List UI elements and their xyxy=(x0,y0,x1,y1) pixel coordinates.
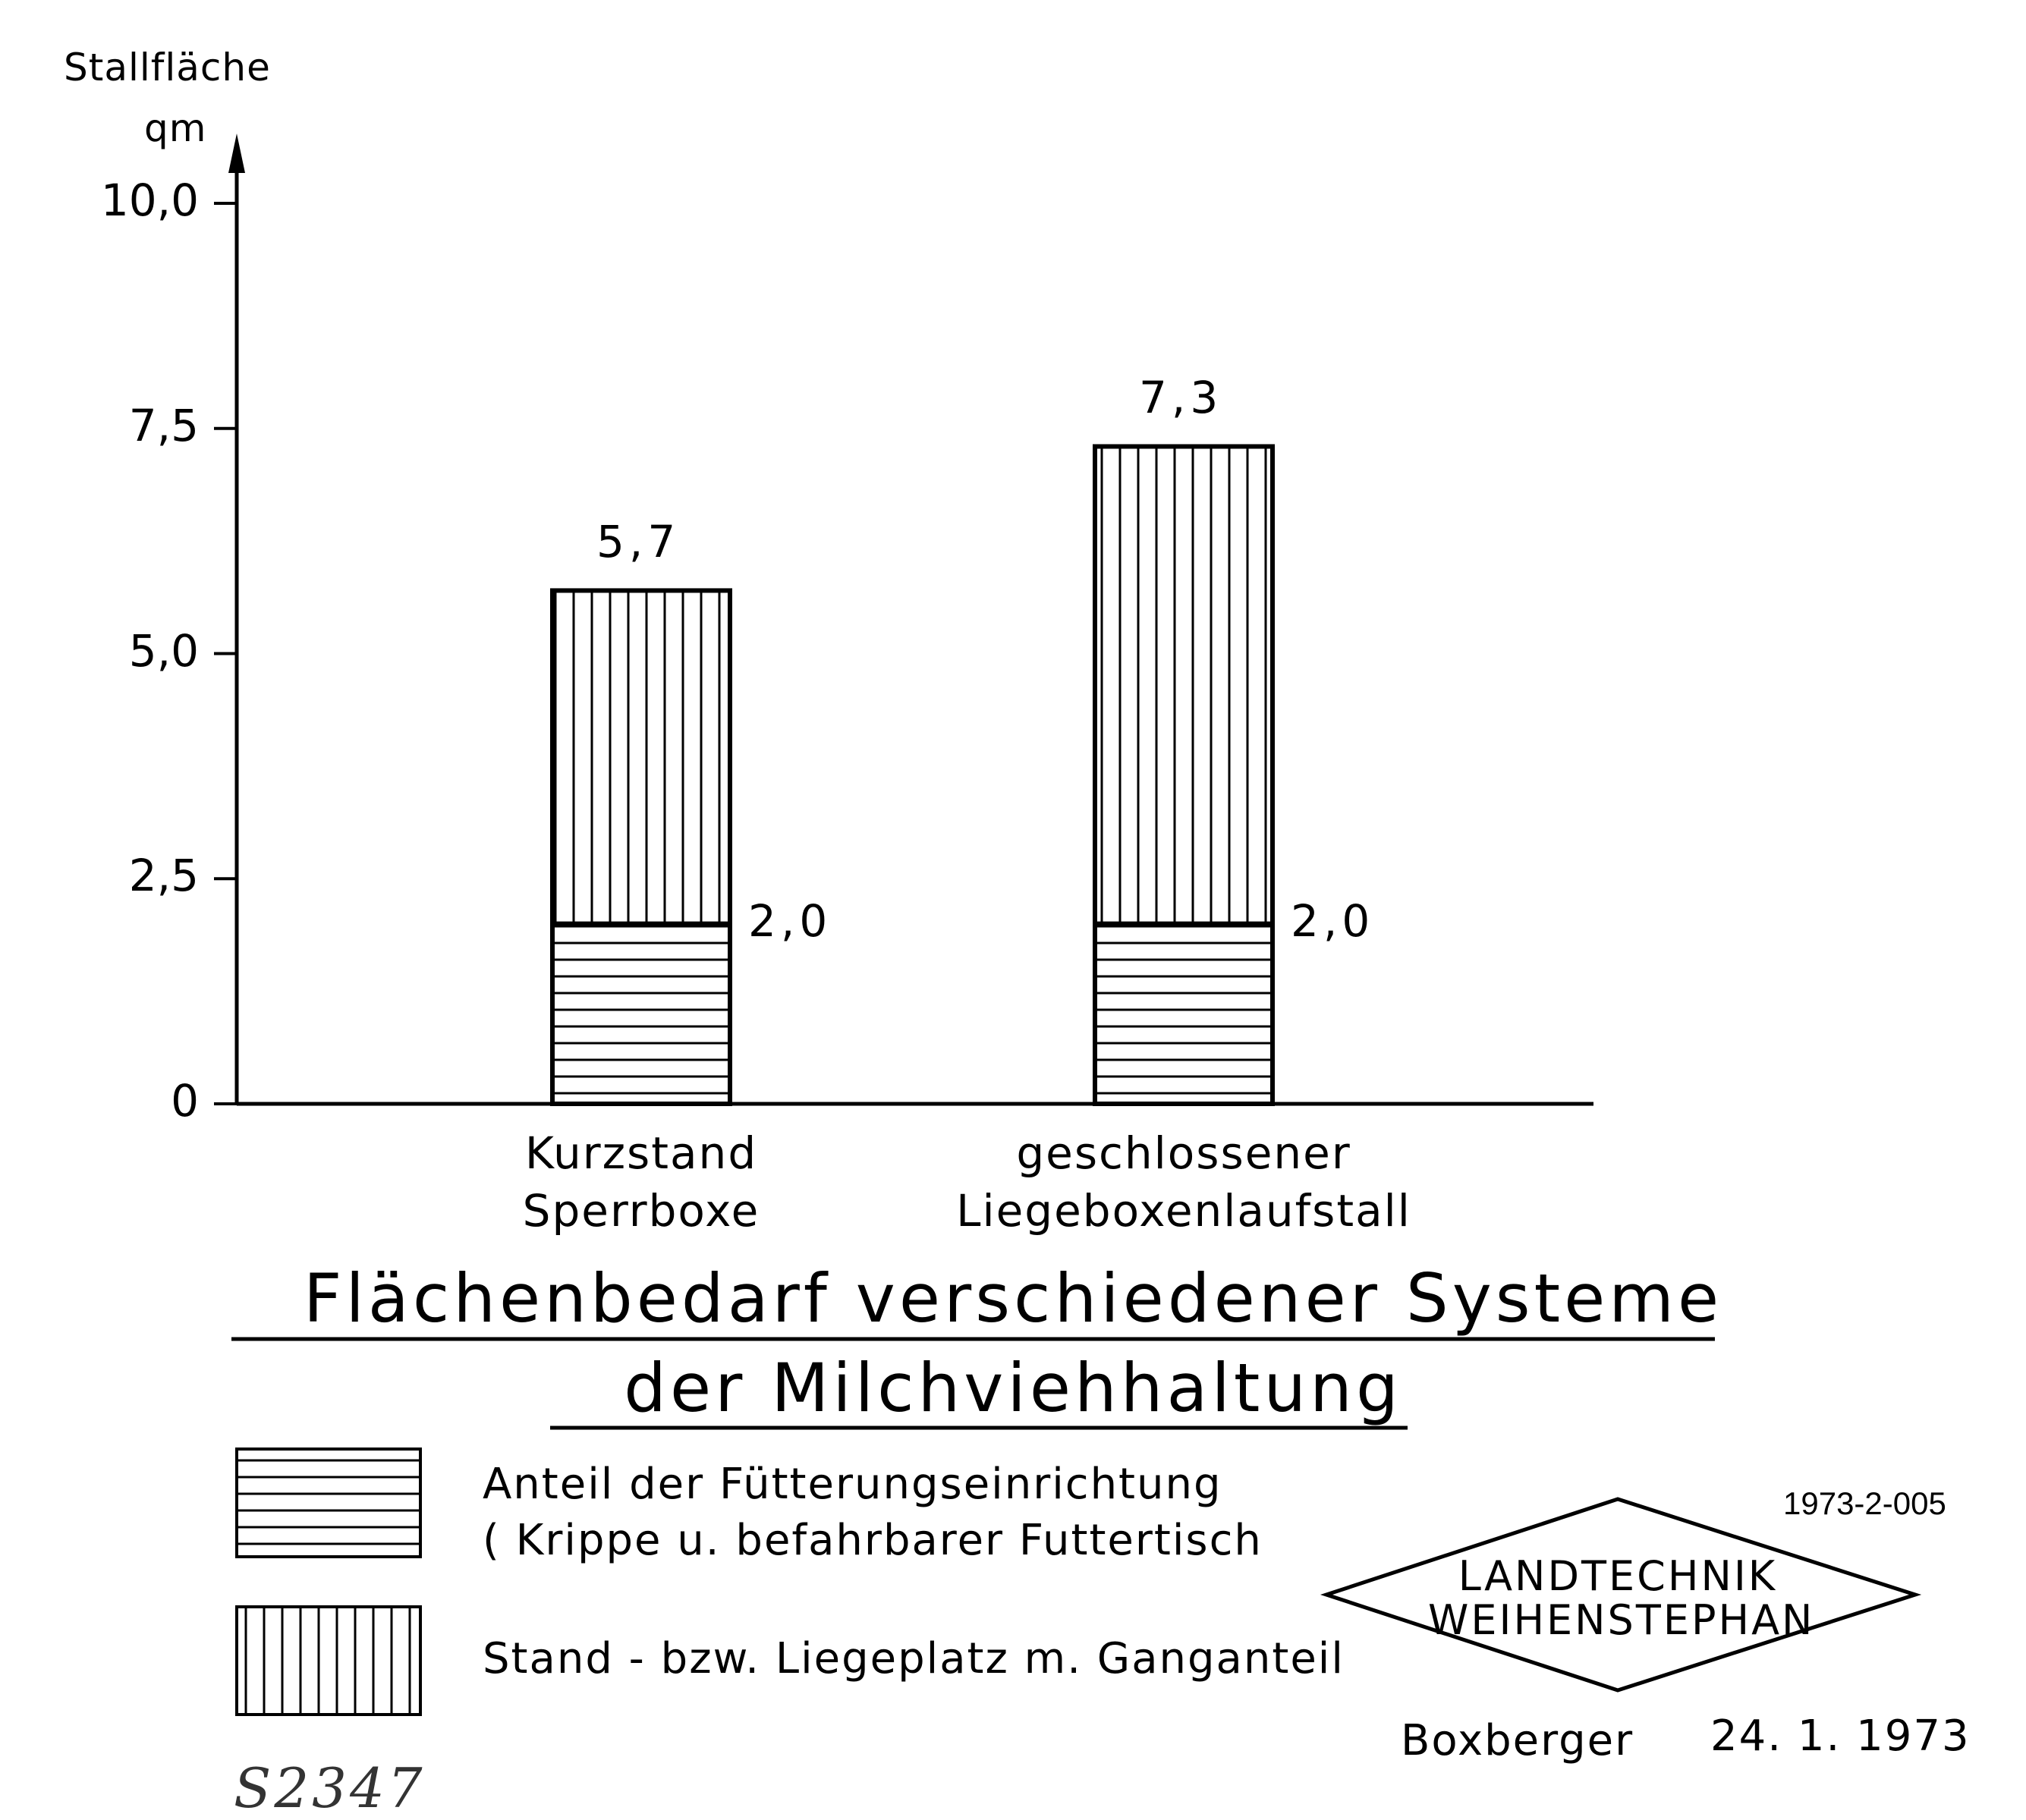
logo-line2: WEIHENSTEPHAN xyxy=(1428,1596,1815,1644)
category-label xyxy=(842,1124,1525,1240)
axes xyxy=(214,134,1593,1104)
category-label-line1: Kurzstand xyxy=(524,1127,758,1179)
author: Boxberger xyxy=(1401,1716,1634,1765)
handwritten-number: S2347 xyxy=(234,1756,426,1820)
legend-label-horizontal-line1: Anteil der Fütterungseinrichtung xyxy=(483,1460,1222,1509)
chart-title-line2: der Milchviehhaltung xyxy=(624,1349,1402,1427)
y-tick-label: 5,0 xyxy=(128,624,199,677)
logo-line1: LANDTECHNIK xyxy=(1458,1552,1778,1600)
total-value-label: 5,7 xyxy=(596,516,681,568)
document-id: 1973-2-005 xyxy=(1783,1485,1946,1521)
legend-label-horizontal-line2: ( Krippe u. befahrbarer Futtertisch xyxy=(483,1516,1263,1565)
category-label-line1: geschlossener xyxy=(1016,1127,1351,1179)
y-tick-label: 10,0 xyxy=(100,174,199,226)
legend-entry-vertical xyxy=(483,1631,1345,1687)
total-value-label: 7,3 xyxy=(1139,372,1223,424)
category-label-line2: Liegeboxenlaufstall xyxy=(956,1185,1411,1237)
date: 24. 1. 1973 xyxy=(1710,1712,1971,1761)
legend-entry-horizontal xyxy=(483,1457,1263,1569)
legend-swatch-vertical xyxy=(237,1607,420,1715)
y-axis-arrow xyxy=(228,134,245,173)
bar-segment xyxy=(552,924,730,1104)
bar-segment xyxy=(552,590,730,923)
legend-swatch-horizontal xyxy=(237,1449,420,1557)
category-label-line2: Sperrboxe xyxy=(522,1185,760,1237)
bar-segment xyxy=(1095,924,1273,1104)
y-axis-label-line2: qm xyxy=(144,106,207,150)
segment-value-label: 2,0 xyxy=(1291,894,1375,947)
legend-label-vertical: Stand - bzw. Liegeplatz m. Ganganteil xyxy=(483,1634,1345,1683)
segment-value-label: 2,0 xyxy=(748,894,832,947)
y-tick-label: 0 xyxy=(171,1075,199,1127)
bar-segment xyxy=(1095,446,1273,923)
y-tick-label: 2,5 xyxy=(128,850,199,902)
y-axis-label-line1: Stallfläche xyxy=(64,46,271,90)
chart-title-line1: Flächenbedarf verschiedener Systeme xyxy=(303,1259,1723,1337)
y-tick-label: 7,5 xyxy=(128,399,199,451)
